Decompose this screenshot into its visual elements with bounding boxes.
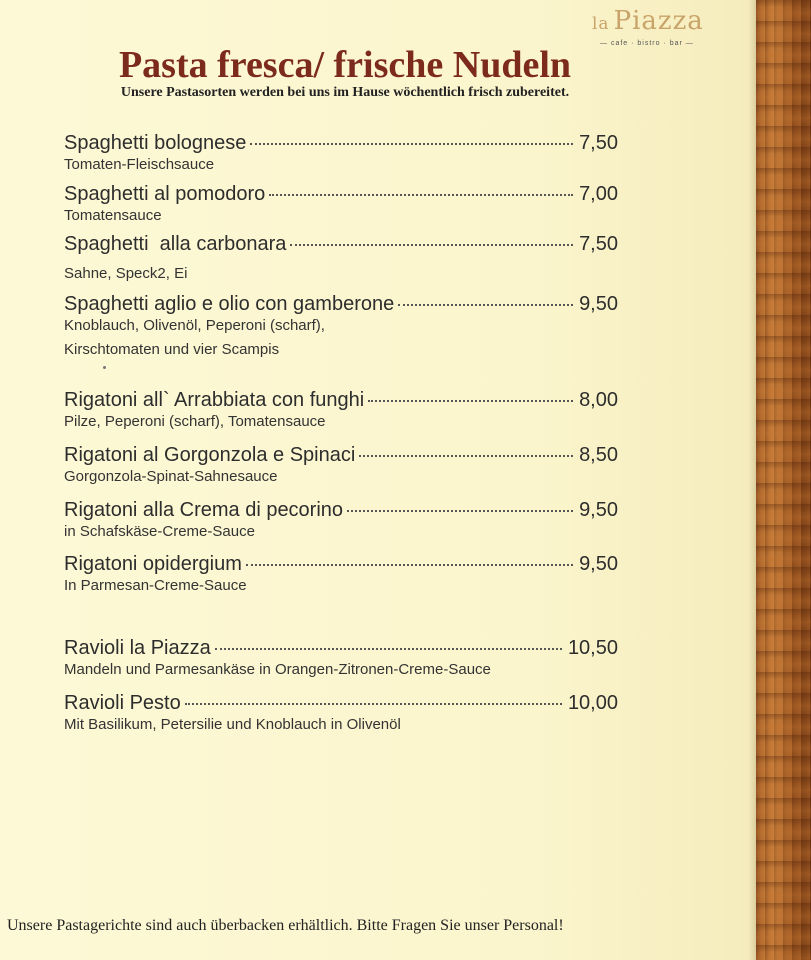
logo-tagline: — cafe · bistro · bar — bbox=[600, 40, 694, 47]
item-price: 7,00 bbox=[579, 183, 618, 205]
logo-la: la bbox=[592, 14, 610, 34]
item-description: in Schafskäse-Creme-Sauce bbox=[64, 523, 255, 540]
leader-dots bbox=[368, 400, 573, 402]
menu-item-spaghetti-pomodoro bbox=[64, 182, 618, 226]
leader-dots bbox=[246, 564, 573, 566]
item-description: Tomaten-Fleischsauce bbox=[64, 156, 215, 173]
item-price: 9,50 bbox=[579, 553, 618, 575]
item-name: Rigatoni al Gorgonzola e Spinaci bbox=[64, 444, 356, 466]
item-name: Spaghetti aglio e olio con gamberone bbox=[64, 293, 395, 315]
item-description: Mandeln und Parmesankäse in Orangen-Zitronen-Creme-Sauce bbox=[64, 661, 491, 678]
item-description-line2: Kirschtomaten und vier Scampis bbox=[64, 341, 280, 358]
menu-item-rigatoni-arrabbiata bbox=[64, 388, 618, 432]
item-price: 9,50 bbox=[579, 499, 618, 521]
leader-dots bbox=[398, 304, 573, 306]
logo-wordmark bbox=[592, 6, 704, 36]
item-description: In Parmesan-Creme-Sauce bbox=[64, 577, 247, 594]
footer-note: Unsere Pastagerichte sind auch überbacken erhältlich. Bitte Fragen Sie unser Personal! bbox=[7, 917, 564, 934]
item-name: Spaghetti al pomodoro bbox=[64, 183, 266, 205]
item-price: 8,00 bbox=[579, 389, 618, 411]
item-price: 7,50 bbox=[579, 233, 618, 255]
menu-item-spaghetti-carbonara bbox=[64, 232, 618, 284]
item-description: Knoblauch, Olivenöl, Peperoni (scharf), bbox=[64, 317, 325, 334]
menu-item-spaghetti-bolognese bbox=[64, 131, 618, 175]
leader-dots bbox=[359, 455, 573, 457]
menu-item-ravioli-la-piazza bbox=[64, 636, 618, 680]
leader-dots bbox=[185, 703, 562, 705]
item-name: Spaghetti alla carbonara bbox=[64, 233, 287, 255]
menu-item-rigatoni-gorgonzola bbox=[64, 443, 618, 487]
item-price: 10,00 bbox=[567, 692, 618, 714]
item-description: Pilze, Peperoni (scharf), Tomatensauce bbox=[64, 413, 326, 430]
item-description: Tomatensauce bbox=[64, 207, 162, 224]
page-subtitle: Unsere Pastasorten werden bei uns im Hause wöchentlich frisch zubereitet. bbox=[120, 85, 570, 100]
leader-dots bbox=[269, 194, 573, 196]
item-name: Rigatoni alla Crema di pecorino bbox=[64, 499, 344, 521]
item-name: Ravioli Pesto bbox=[64, 692, 181, 714]
item-description: Mit Basilikum, Petersilie und Knoblauch in Olivenöl bbox=[64, 716, 401, 733]
page-title: Pasta fresca/ frische Nudeln bbox=[118, 44, 572, 86]
item-name: Ravioli la Piazza bbox=[64, 637, 211, 659]
leader-dots bbox=[290, 244, 573, 246]
menu-item-rigatoni-pecorino bbox=[64, 498, 618, 542]
item-description: Sahne, Speck2, Ei bbox=[64, 265, 188, 282]
leader-dots bbox=[347, 510, 573, 512]
logo-name: Piazza bbox=[613, 6, 704, 36]
item-name: Rigatoni opidergium bbox=[64, 553, 242, 575]
menu-item-ravioli-pesto bbox=[64, 691, 618, 735]
item-name: Spaghetti bolognese bbox=[64, 132, 247, 154]
item-description: Gorgonzola-Spinat-Sahnesauce bbox=[64, 468, 278, 485]
menu-item-spaghetti-aglio-olio bbox=[64, 292, 618, 360]
wooden-table-background bbox=[756, 0, 811, 960]
leader-dots bbox=[250, 143, 573, 145]
item-price: 10,50 bbox=[567, 637, 618, 659]
menu-item-rigatoni-opidergium bbox=[64, 552, 618, 596]
item-name: Rigatoni all` Arrabbiata con funghi bbox=[64, 389, 365, 411]
stray-mark bbox=[103, 366, 106, 369]
item-price: 9,50 bbox=[579, 293, 618, 315]
item-price: 8,50 bbox=[579, 444, 618, 466]
leader-dots bbox=[215, 648, 562, 650]
item-price: 7,50 bbox=[579, 132, 618, 154]
